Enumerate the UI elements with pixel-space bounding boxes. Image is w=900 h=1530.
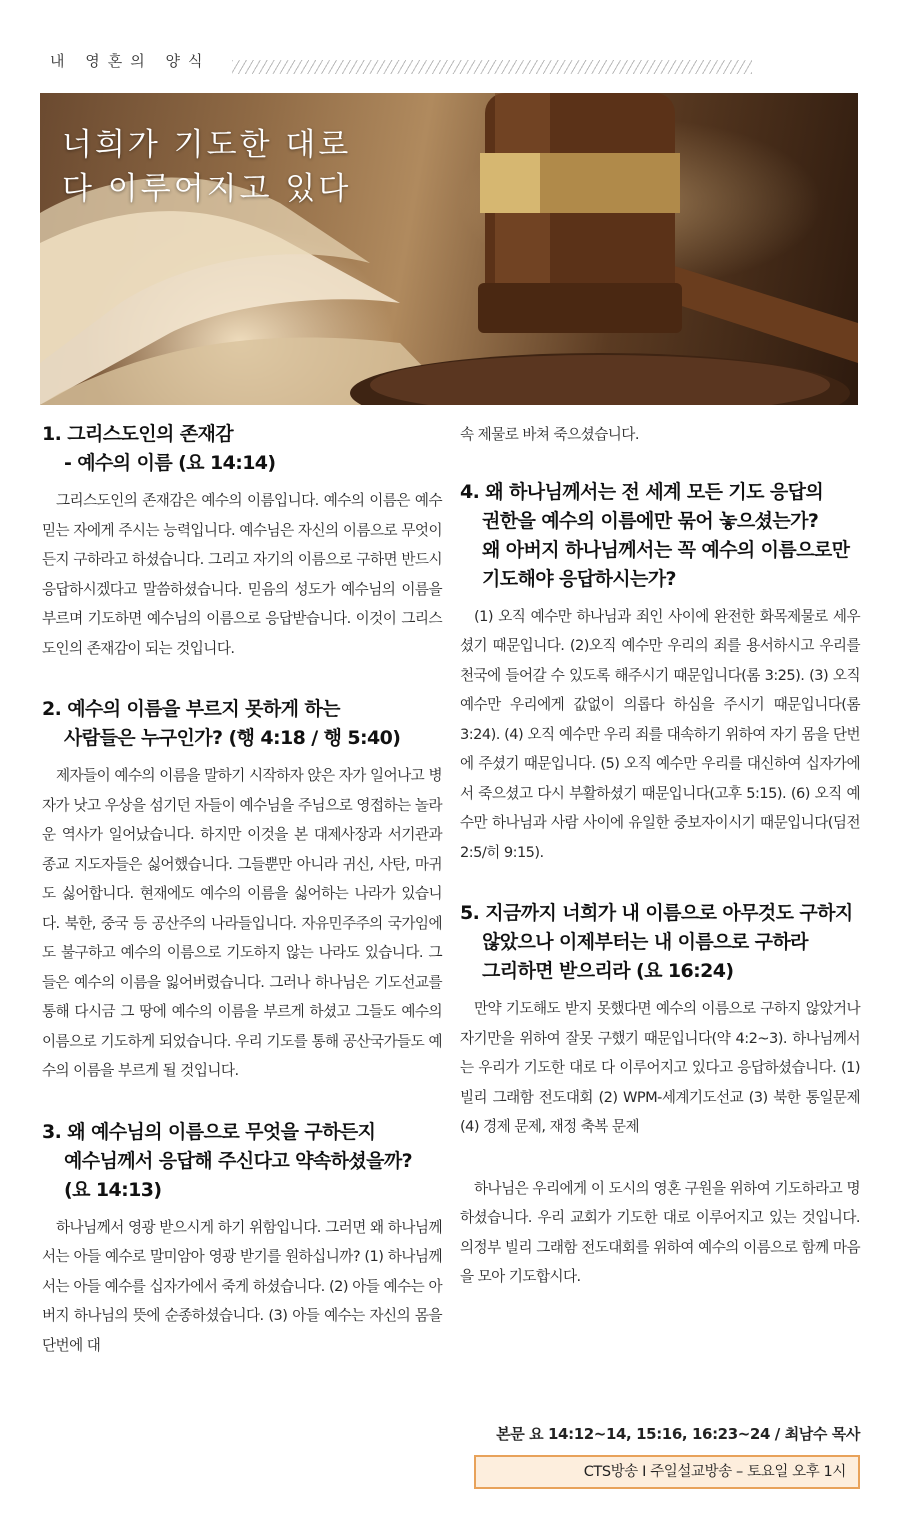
section-label: 내 영혼의 양식	[50, 52, 211, 70]
heading-line: 사람들은 누구인가? (행 4:18 / 행 5:40)	[64, 727, 401, 749]
section-3-body-continued: 속 제물로 바쳐 죽으셨습니다.	[460, 426, 639, 443]
heading-line: 1. 그리스도인의 존재감	[42, 423, 234, 445]
section-1-heading	[42, 420, 442, 478]
hero-title	[62, 123, 351, 211]
section-1	[42, 420, 442, 663]
heading-line: 않았으나 이제부터는 내 이름으로 구하라	[482, 931, 808, 953]
right-column	[460, 420, 860, 1292]
sermon-reference: 본문 요 14:12~14, 15:16, 16:23~24 / 최남수 목사	[496, 1425, 860, 1443]
top-bar	[0, 0, 900, 92]
section-4	[460, 478, 860, 868]
heading-line: 예수님께서 응답해 주신다고 약속하셨을까?	[64, 1149, 413, 1172]
section-4-body: (1) 오직 예수만 하나님과 죄인 사이에 완전한 화목제물로 세우셨기 때문입니다. (2)오직 예수만 우리의 죄를 용서하시고 우리를 천국에 들어갈 수 있도록 해주시기 때문입니다(롬 3:25). (3) 오직 예수만 우리에게 값없이 의롭다 하심을 주시기 때문입니다(롬 3:24). (4) 오직 예수만 우리 죄를 대속하기 위하여 자기 몸을 단번에 주셨기 때문입니다. (5) 오직 예수만 우리를 대신하여 십자가에서 죽으셨고 다시 부활하셨기 때문입니다(고후 5:15). (6) 오직 예수만 하나님과 사람 사이에 유일한 중보자이시기 때문입니다(딤전 2:5/히 9:15).	[460, 607, 860, 861]
heading-line: 그리하면 받으리라 (요 16:24)	[482, 960, 734, 982]
section-2-heading	[42, 695, 442, 753]
broadcast-info-box: CTS방송 I 주일설교방송 – 토요일 오후 1시	[474, 1455, 860, 1489]
hatch-divider	[232, 60, 752, 74]
heading-line: 3. 왜 예수님의 이름으로 무엇을 구하든지	[42, 1120, 376, 1143]
section-3	[42, 1118, 442, 1361]
section-3-heading	[42, 1118, 442, 1205]
section-2	[42, 695, 442, 1086]
section-1-body: 그리스도인의 존재감은 예수의 이름입니다. 예수의 이름은 예수 믿는 자에게 주시는 능력입니다. 예수님은 자신의 이름으로 무엇이든지 구하라고 하셨습니다. 그리고 자기의 이름으로 구하면 반드시 응답하시겠다고 말씀하셨습니다. 믿음의 성도가 예수님의 이름을 부르며 기도하면 예수님의 이름으로 응답받습니다. 이것이 그리스도인의 존재감이 되는 것입니다.	[42, 492, 442, 657]
section-5-body: 만약 기도해도 받지 못했다면 예수의 이름으로 구하지 않았거나 자기만을 위하여 잘못 구했기 때문입니다(약 4:2~3). 하나님께서는 우리가 기도한 대로 다 이루어지고 있다고 응답하셨습니다. (1) 빌리 그래함 전도대회 (2) WPM-세계기도선교 (3) 북한 통일문제 (4) 경제 문제, 재정 축복 문제	[460, 1000, 860, 1135]
section-4-heading	[460, 478, 860, 594]
heading-line: 기도해야 응답하시는가?	[482, 567, 676, 590]
closing-paragraph: 하나님은 우리에게 이 도시의 영혼 구원을 위하여 기도하라고 명하셨습니다. 우리 교회가 기도한 대로 이루어지고 있는 것입니다. 의정부 빌리 그래함 전도대회를 위하여 예수의 이름으로 함께 마음을 모아 기도합시다.	[460, 1179, 860, 1285]
hero-title-line-2: 다 이루어지고 있다	[62, 171, 352, 207]
hero-title-line-1: 너희가 기도한 대로	[62, 127, 352, 163]
heading-line: 2. 예수의 이름을 부르지 못하게 하는	[42, 698, 340, 720]
section-3-body: 하나님께서 영광 받으시게 하기 위함입니다. 그러면 왜 하나님께서는 아들 예수로 말미암아 영광 받기를 원하십니까? (1) 하나님께서는 아들 예수를 십자가에서 죽게 하셨습니다. (2) 아들 예수는 아버지 하나님의 뜻에 순종하셨습니다. (3) 아들 예수는 자신의 몸을 단번에 대	[42, 1218, 442, 1354]
heading-line: 5. 지금까지 너희가 내 이름으로 아무것도 구하지	[460, 902, 853, 924]
heading-line: 왜 아버지 하나님께서는 꼭 예수의 이름으로만	[482, 538, 850, 561]
section-5-heading	[460, 899, 860, 986]
heading-line: (요 14:13)	[64, 1178, 162, 1201]
section-5	[460, 899, 860, 1292]
heading-line: 권한을 예수의 이름에만 묶어 놓으셨는가?	[482, 509, 819, 532]
left-column	[42, 420, 442, 1360]
section-2-body: 제자들이 예수의 이름을 말하기 시작하자 앉은 자가 일어나고 병자가 낫고 우상을 섬기던 자들이 예수님을 주님으로 영접하는 놀라운 역사가 일어났습니다. 하지만 이것을 본 대제사장과 서기관과 종교 지도자들은 싫어했습니다. 그들뿐만 아니라 귀신, 사탄, 마귀도 싫어합니다. 현재에도 예수의 이름을 싫어하는 나라가 있습니다. 북한, 중국 등 공산주의 나라들입니다. 자유민주주의 국가임에도 불구하고 예수의 이름으로 기도하지 않는 나라도 있습니다. 그들은 예수의 이름을 잃어버렸습니다. 그러나 하나님은 기도선교를 통해 다시금 그 땅에 예수의 이름을 부르게 하셨고 그들도 예수의 이름으로 기도하게 되었습니다. 우리 기도를 통해 공산국가들도 예수의 이름을 부르게 될 것입니다.	[42, 767, 442, 1079]
heading-line: 4. 왜 하나님께서는 전 세계 모든 기도 응답의	[460, 480, 824, 503]
hero-image	[40, 93, 858, 405]
heading-line: - 예수의 이름 (요 14:14)	[64, 452, 276, 474]
